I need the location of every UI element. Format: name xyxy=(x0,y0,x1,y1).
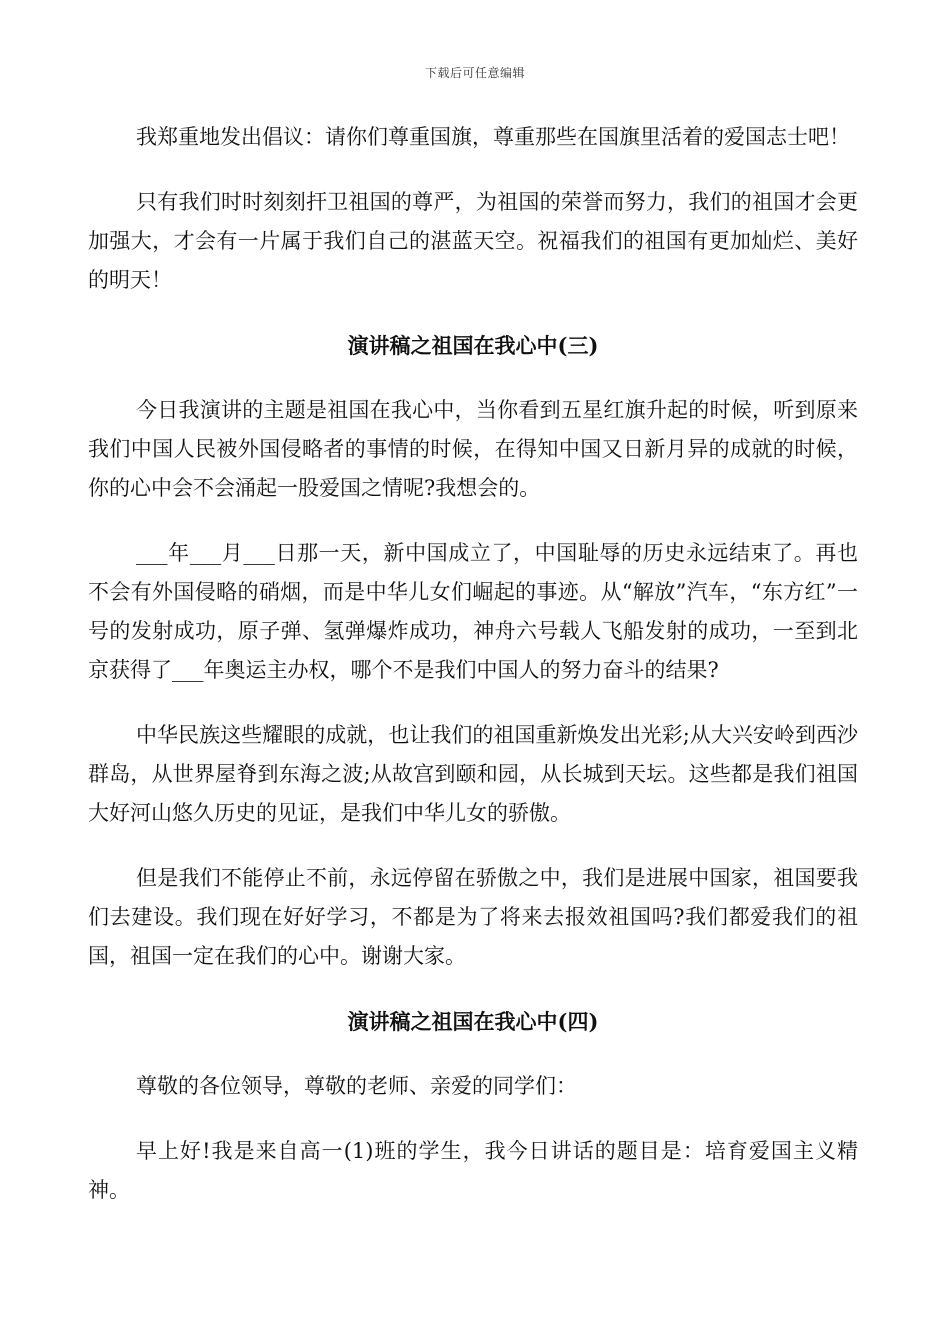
paragraph-6: 但是我们不能停止不前，永远停留在骄傲之中，我们是进展中国家，祖国要我们去建设。我们现在好好学习，不都是为了将来去报效祖国吗?我们都爱我们的祖国，祖国一定在我们的心中。谢谢大家。 xyxy=(88,866,858,968)
page-header: 下载后可任意编辑 xyxy=(424,66,525,80)
section-title-3: 演讲稿之祖国在我心中(三) xyxy=(347,333,599,358)
document-body xyxy=(88,118,858,1236)
paragraph-3: 今日我演讲的主题是祖国在我心中，当你看到五星红旗升起的时候，听到原来我们中国人民被外国侵略者的事情的时候，在得知中国又日新月异的成就的时候，你的心中会不会涌起一股爱国之情呢?我想会的。 xyxy=(88,398,858,500)
paragraph-5: 中华民族这些耀眼的成就，也让我们的祖国重新焕发出光彩;从大兴安岭到西沙群岛，从世界屋脊到东海之波;从故宫到颐和园，从长城到天坛。这些都是我们祖国大好河山悠久历史的见证，是我们中华儿女的骄傲。 xyxy=(88,723,858,825)
paragraph-2: 只有我们时时刻刻扞卫祖国的尊严，为祖国的荣誉而努力，我们的祖国才会更加强大，才会有一片属于我们自己的湛蓝天空。祝福我们的祖国有更加灿烂、美好的明天！ xyxy=(88,190,858,292)
paragraph-8: 早上好!我是来自高一(1)班的学生，我今日讲话的题目是：培育爱国主义精神。 xyxy=(88,1139,858,1202)
paragraph-7: 尊敬的各位领导，尊敬的老师、亲爱的同学们： xyxy=(136,1074,577,1098)
paragraph-4: ___年___月___日那一天，新中国成立了，中国耻辱的历史永远结束了。再也不会有外国侵略的硝烟，而是中华儿女们崛起的事迹。从“解放”汽车，“东方红”一号的发射成功，原子弹、氢弹爆炸成功，神舟六号载人飞船发射的成功，一至到北京获得了___年奥运主办权，哪个不是我们中国人的努力奋斗的结果? xyxy=(88,541,858,682)
section-title-4: 演讲稿之祖国在我心中(四) xyxy=(347,1009,599,1034)
paragraph-1: 我郑重地发出倡议：请你们尊重国旗，尊重那些在国旗里活着的爱国志士吧！ xyxy=(136,125,850,149)
